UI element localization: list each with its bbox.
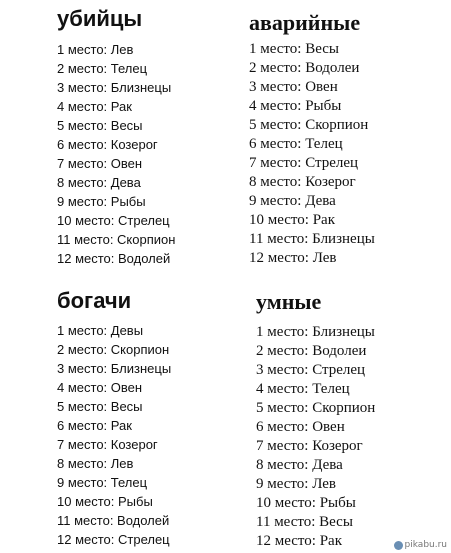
list-item: 3 место: Овен [249,79,338,95]
list-item: 12 место: Рак [256,533,342,549]
list-item: 11 место: Весы [256,514,353,530]
list-item: 10 место: Рыбы [57,494,153,509]
list-item: 1 место: Лев [57,42,134,57]
list-item: 2 место: Телец [57,61,148,76]
list-item: 11 место: Скорпион [57,232,176,247]
list-item: 12 место: Лев [249,250,337,266]
list-item: 6 место: Телец [249,136,343,152]
rich-section [57,290,171,549]
list-item: 3 место: Близнецы [57,80,172,95]
list-item: 5 место: Скорпион [249,117,369,133]
list-item: 12 место: Водолей [57,251,171,266]
list-item: 3 место: Близнецы [57,361,172,376]
list-item: 8 место: Дева [57,175,141,190]
rich-list [57,321,171,549]
list-item: 4 место: Рак [57,99,132,114]
list-item: 6 место: Овен [256,419,345,435]
list-item: 10 место: Рак [249,212,335,228]
list-item: 5 место: Скорпион [256,400,376,416]
rich-title: богачи [57,288,132,313]
list-item: 10 место: Стрелец [57,213,170,228]
list-item: 8 место: Козерог [249,174,356,190]
list-item: 6 место: Козерог [57,137,158,152]
accident-title: аварийные [249,10,361,35]
list-item: 1 место: Близнецы [256,324,375,340]
list-item: 12 место: Стрелец [57,532,170,547]
list-item: 2 место: Скорпион [57,342,170,357]
list-item: 11 место: Близнецы [249,231,375,247]
list-item: 5 место: Весы [57,399,143,414]
list-item: 2 место: Водолеи [249,60,360,76]
smart-title: умные [256,289,322,314]
list-item: 1 место: Девы [57,323,144,338]
list-item: 8 место: Лев [57,456,134,471]
list-item: 8 место: Дева [256,457,343,473]
killers-section [57,8,175,268]
list-item: 2 место: Водолеи [256,343,367,359]
list-item: 10 место: Рыбы [256,495,356,511]
watermark-text: pikabu.ru [404,540,447,550]
list-item: 7 место: Козерог [256,438,363,454]
pikabu-logo-icon [394,541,403,550]
list-item: 4 место: Рыбы [249,98,342,114]
list-item: 11 место: Водолей [57,513,170,528]
list-item: 6 место: Рак [57,418,132,433]
killers-list [57,40,175,268]
accident-section [249,12,375,268]
list-item: 1 место: Весы [249,41,339,57]
list-item: 9 место: Рыбы [57,194,146,209]
list-item: 5 место: Весы [57,118,143,133]
accident-list [249,40,375,268]
list-item: 4 место: Овен [57,380,143,395]
list-item: 7 место: Овен [57,156,143,171]
list-item: 9 место: Лев [256,476,337,492]
smart-section [256,291,375,551]
site-watermark [394,540,447,550]
list-item: 4 место: Телец [256,381,350,397]
list-item: 3 место: Стрелец [256,362,366,378]
smart-list [256,323,375,551]
list-item: 7 место: Стрелец [249,155,359,171]
list-item: 9 место: Дева [249,193,336,209]
list-item: 9 место: Телец [57,475,148,490]
list-item: 7 место: Козерог [57,437,158,452]
killers-title: убийцы [57,6,143,31]
